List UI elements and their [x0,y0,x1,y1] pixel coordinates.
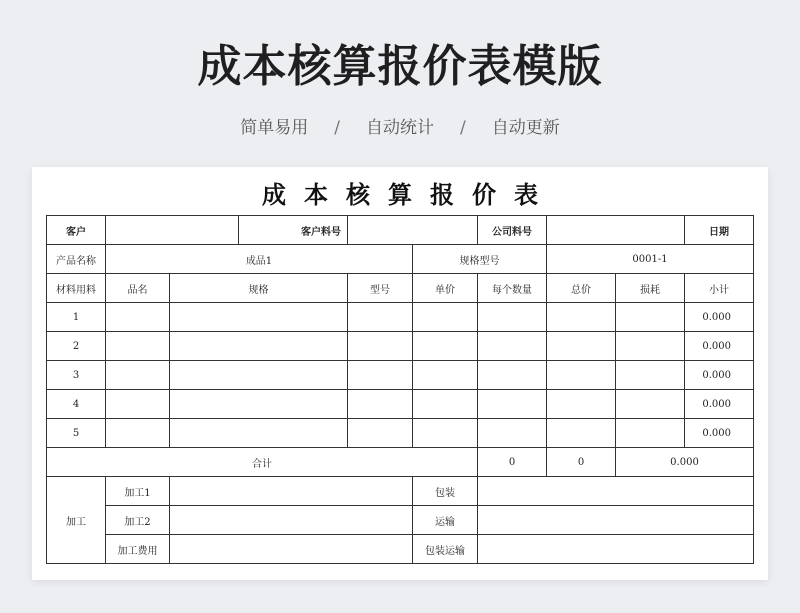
column-header-row [47,274,754,303]
spec-cell[interactable] [170,361,348,390]
table-row [47,245,754,274]
qty-each-cell[interactable] [478,303,547,332]
model-cell[interactable] [348,361,413,390]
item-name-cell[interactable] [106,332,170,361]
tag-separator: / [460,118,466,138]
subtotal-cell: 0.000 [685,390,754,419]
total-qty-each: 0 [478,448,547,477]
cost-table [46,215,754,564]
subtotal-cell: 0.000 [685,419,754,448]
item-name-cell[interactable] [106,419,170,448]
qty-each-cell[interactable] [478,361,547,390]
processing-right-label: 包装 [413,477,478,506]
row-number: 5 [47,419,106,448]
processing-right-label: 包装运输 [413,535,478,564]
tag-auto-stat: 自动统计 [366,118,434,138]
model-cell[interactable] [348,390,413,419]
unit-price-cell[interactable] [413,419,478,448]
loss-cell[interactable] [616,361,685,390]
unit-price-cell[interactable] [413,332,478,361]
spec-cell[interactable] [170,332,348,361]
product-name-field[interactable]: 成品1 [106,245,413,274]
table-row [47,303,754,332]
col-total-price: 总价 [547,274,616,303]
table-row [47,390,754,419]
subtotal-cell: 0.000 [685,361,754,390]
processing-row [47,477,754,506]
table-row [47,216,754,245]
total-row [47,448,754,477]
spec-model-label: 规格型号 [413,245,547,274]
model-cell[interactable] [348,332,413,361]
processing-right-field[interactable] [478,535,754,564]
col-unit-price: 单价 [413,274,478,303]
processing-right-label: 运输 [413,506,478,535]
loss-cell[interactable] [616,332,685,361]
col-spec: 规格 [170,274,348,303]
item-name-cell[interactable] [106,303,170,332]
processing-right-field[interactable] [478,506,754,535]
loss-cell[interactable] [616,390,685,419]
processing-item-label: 加工费用 [106,535,170,564]
unit-price-cell[interactable] [413,390,478,419]
customer-part-field[interactable] [348,216,478,245]
subtotal-cell: 0.000 [685,303,754,332]
feature-tags [0,113,800,138]
model-cell[interactable] [348,419,413,448]
spec-cell[interactable] [170,303,348,332]
total-price-cell[interactable] [547,390,616,419]
tag-easy: 简单易用 [240,118,309,138]
processing-item-label: 加工1 [106,477,170,506]
col-qty-each: 每个数量 [478,274,547,303]
row-number: 1 [47,303,106,332]
tag-separator: / [334,118,340,138]
total-subtotal: 0.000 [616,448,754,477]
row-number: 4 [47,390,106,419]
product-name-label: 产品名称 [47,245,106,274]
company-part-label: 公司料号 [478,216,547,245]
spec-model-field[interactable]: 0001-1 [547,245,754,274]
item-name-cell[interactable] [106,361,170,390]
col-subtotal: 小计 [685,274,754,303]
col-material: 材料用料 [47,274,106,303]
unit-price-cell[interactable] [413,361,478,390]
tag-auto-update: 自动更新 [491,118,560,138]
item-name-cell[interactable] [106,390,170,419]
customer-label: 客户 [47,216,106,245]
processing-right-field[interactable] [478,477,754,506]
table-row [47,332,754,361]
qty-each-cell[interactable] [478,419,547,448]
col-item-name: 品名 [106,274,170,303]
spec-cell[interactable] [170,390,348,419]
col-loss: 损耗 [616,274,685,303]
loss-cell[interactable] [616,303,685,332]
quote-sheet [32,167,768,580]
spec-cell[interactable] [170,419,348,448]
company-part-field[interactable] [547,216,685,245]
processing-item-field[interactable] [170,477,413,506]
col-model: 型号 [348,274,413,303]
processing-item-field[interactable] [170,535,413,564]
model-cell[interactable] [348,303,413,332]
processing-item-label: 加工2 [106,506,170,535]
total-label: 合计 [47,448,478,477]
total-price-cell[interactable] [547,332,616,361]
total-price-cell[interactable] [547,303,616,332]
table-row [47,361,754,390]
total-price-sum: 0 [547,448,616,477]
customer-part-label: 客户料号 [239,216,348,245]
qty-each-cell[interactable] [478,332,547,361]
date-label: 日期 [685,216,754,245]
processing-label: 加工 [47,477,106,564]
processing-row [47,535,754,564]
subtotal-cell: 0.000 [685,332,754,361]
qty-each-cell[interactable] [478,390,547,419]
sheet-title: 成本核算报价表 [262,180,556,209]
processing-item-field[interactable] [170,506,413,535]
unit-price-cell[interactable] [413,303,478,332]
total-price-cell[interactable] [547,419,616,448]
total-price-cell[interactable] [547,361,616,390]
loss-cell[interactable] [616,419,685,448]
customer-field[interactable] [106,216,239,245]
row-number: 2 [47,332,106,361]
row-number: 3 [47,361,106,390]
table-row [47,419,754,448]
page-title: 成本核算报价表模版 [197,41,603,92]
processing-row [47,506,754,535]
